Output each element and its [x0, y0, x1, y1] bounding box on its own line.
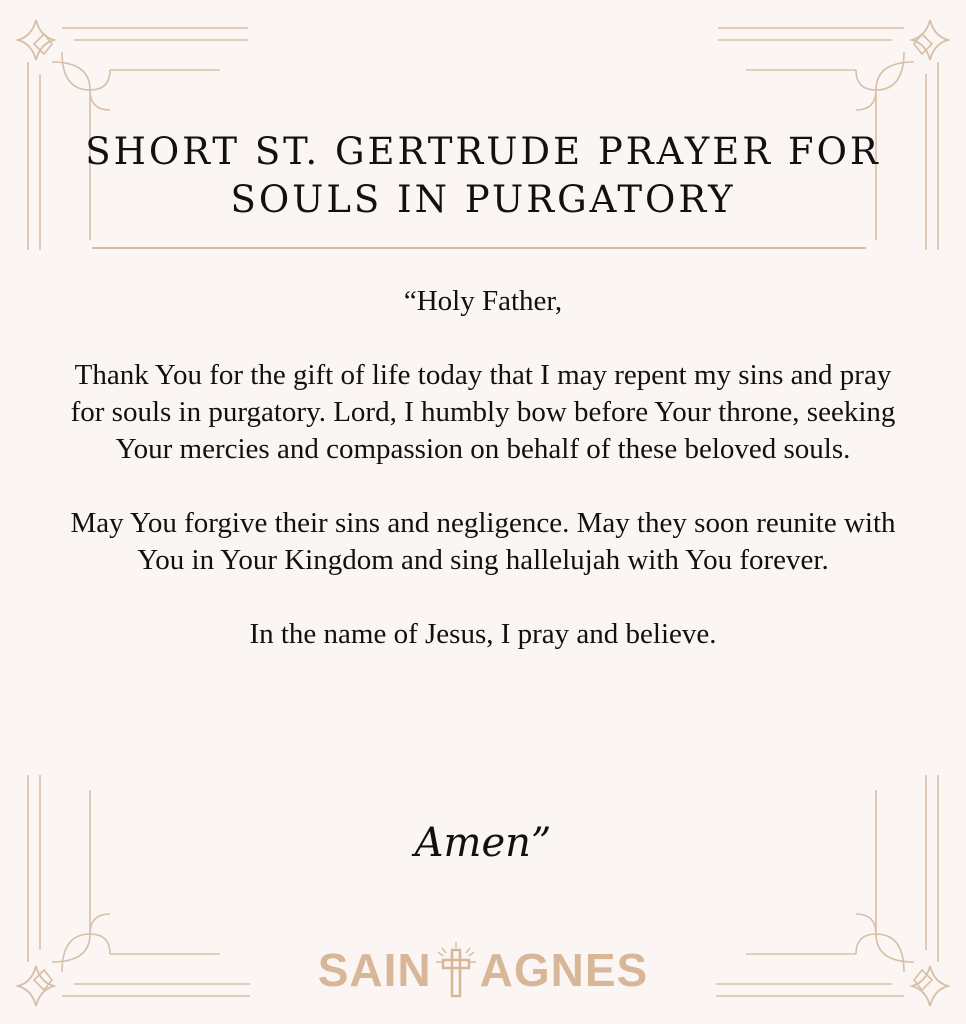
prayer-paragraph-1: Thank You for the gift of life today that I may repent my sins and pray for souls in purgatory. Lord, I humbly bow before Your throne, seeking Your mercies and compassion on behalf of these beloved souls. — [70, 359, 896, 465]
cross-icon — [434, 940, 478, 1000]
prayer-text — [70, 283, 896, 690]
prayer-paragraph-2: May You forgive their sins and negligence. May they soon reunite with You in Your Kingdom and sing hallelujah with You forever. — [70, 507, 896, 576]
prayer-paragraph-3: In the name of Jesus, I pray and believe. — [249, 618, 717, 650]
prayer-closing: Amen” — [414, 820, 552, 866]
page-title: SHORT ST. GERTRUDE PRAYER FOR SOULS IN PURGATORY — [85, 130, 881, 221]
logo-text-left: SAIN — [317, 944, 432, 996]
logo-text-right: AGNES — [479, 944, 649, 996]
prayer-opening: “Holy Father, — [403, 285, 563, 317]
title-divider — [92, 247, 866, 249]
brand-logo — [0, 940, 966, 1000]
